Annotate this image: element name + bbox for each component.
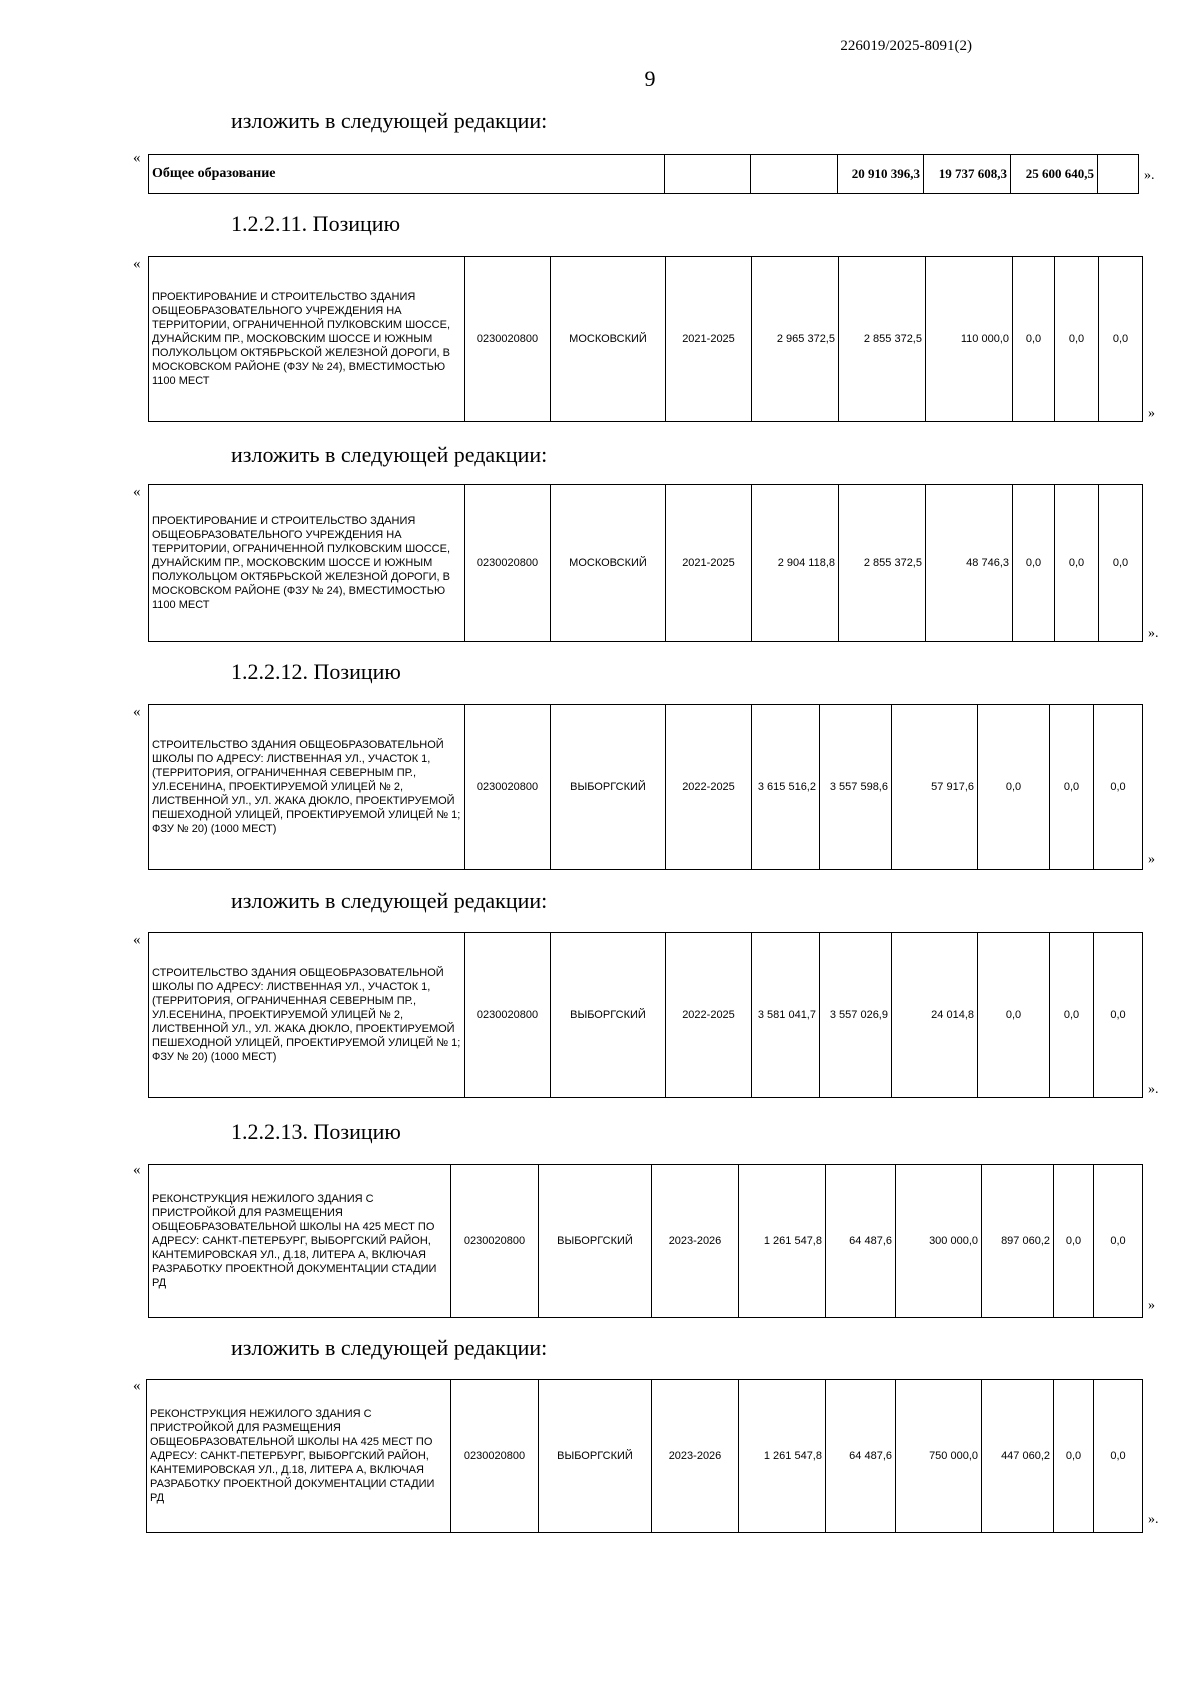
- position-year-4: 0,0: [1094, 1380, 1143, 1533]
- position-year-3: 0,0: [1054, 1165, 1094, 1318]
- position-district: МОСКОВСКИЙ: [551, 257, 666, 422]
- position-name: СТРОИТЕЛЬСТВО ЗДАНИЯ ОБЩЕОБРАЗОВАТЕЛЬНОЙ ШКОЛЫ ПО АДРЕСУ: ЛИСТВЕННАЯ УЛ., УЧАСТОК 1, (ТЕРРИТОРИЯ, ОГРАНИЧЕННАЯ СЕВЕРНЫМ ПР., УЛ.ЕСЕНИНА, ПРОЕКТИРУЕМОЙ УЛИЦЕЙ № 2, ЛИСТВЕННОЙ УЛ., УЛ. ЖАКА ДЮКЛО, ПРОЕКТИРУЕМОЙ ПЕШЕХОДНОЙ УЛИЦЕЙ, ПРОЕКТИРУЕМОЙ УЛИЦЕЙ № 1; ФЗУ № 20) (1000 МЕСТ): [149, 705, 465, 870]
- position-year-1: 24 014,8: [892, 933, 978, 1098]
- position-year-1: 57 917,6: [892, 705, 978, 870]
- position-code: 0230020800: [465, 257, 551, 422]
- section-heading: 1.2.2.11. Позицию: [231, 211, 401, 236]
- position-year-1: 110 000,0: [926, 257, 1013, 422]
- position-year-4: 0,0: [1094, 1165, 1143, 1318]
- open-quote: «: [133, 256, 141, 272]
- position-spent: 2 855 372,5: [839, 257, 926, 422]
- position-district: ВЫБОРГСКИЙ: [551, 933, 666, 1098]
- close-quote: ».: [1148, 1082, 1159, 1097]
- position-total: 2 965 372,5: [752, 257, 839, 422]
- position-name: СТРОИТЕЛЬСТВО ЗДАНИЯ ОБЩЕОБРАЗОВАТЕЛЬНОЙ ШКОЛЫ ПО АДРЕСУ: ЛИСТВЕННАЯ УЛ., УЧАСТОК 1, (ТЕРРИТОРИЯ, ОГРАНИЧЕННАЯ СЕВЕРНЫМ ПР., УЛ.ЕСЕНИНА, ПРОЕКТИРУЕМОЙ УЛИЦЕЙ № 2, ЛИСТВЕННОЙ УЛ., УЛ. ЖАКА ДЮКЛО, ПРОЕКТИРУЕМОЙ ПЕШЕХОДНОЙ УЛИЦЕЙ, ПРОЕКТИРУЕМОЙ УЛИЦЕЙ № 1; ФЗУ № 20) (1000 МЕСТ): [149, 933, 465, 1098]
- intro-heading: изложить в следующей редакции:: [231, 108, 548, 133]
- position-total: 3 615 516,2: [752, 705, 820, 870]
- close-quote: ».: [1144, 168, 1155, 183]
- position-spent: 64 487,6: [826, 1380, 896, 1533]
- position-district: МОСКОВСКИЙ: [551, 485, 666, 642]
- open-quote: «: [133, 150, 141, 166]
- summary-cell: [1098, 155, 1139, 194]
- position-years: 2022-2025: [666, 933, 752, 1098]
- summary-value: 25 600 640,5: [1011, 155, 1098, 194]
- position-total: 3 581 041,7: [752, 933, 820, 1098]
- position-code: 0230020800: [465, 933, 551, 1098]
- summary-table: [148, 154, 1139, 194]
- position-code: 0230020800: [465, 485, 551, 642]
- position-code: 0230020800: [451, 1380, 539, 1533]
- position-spent: 2 855 372,5: [839, 485, 926, 642]
- close-quote: ».: [1148, 626, 1159, 641]
- summary-value: 20 910 396,3: [838, 155, 924, 194]
- position-years: 2023-2026: [652, 1380, 739, 1533]
- page-number: 9: [644, 66, 656, 91]
- position-name: ПРОЕКТИРОВАНИЕ И СТРОИТЕЛЬСТВО ЗДАНИЯ ОБЩЕОБРАЗОВАТЕЛЬНОГО УЧРЕЖДЕНИЯ НА ТЕРРИТОРИИ, ОГРАНИЧЕННОЙ ПУЛКОВСКИМ ШОССЕ, ДУНАЙСКИМ ПР., МОСКОВСКИМ ШОССЕ И ЮЖНЫМ ПОЛУКОЛЬЦОМ ОКТЯБРЬСКОЙ ЖЕЛЕЗНОЙ ДОРОГИ, В МОСКОВСКОМ РАЙОНЕ (ФЗУ № 24), ВМЕСТИМОСТЬЮ 1100 МЕСТ: [149, 485, 465, 642]
- position-year-3: 0,0: [1050, 705, 1094, 870]
- position-years: 2023-2026: [652, 1165, 739, 1318]
- position-name: ПРОЕКТИРОВАНИЕ И СТРОИТЕЛЬСТВО ЗДАНИЯ ОБЩЕОБРАЗОВАТЕЛЬНОГО УЧРЕЖДЕНИЯ НА ТЕРРИТОРИИ, ОГРАНИЧЕННОЙ ПУЛКОВСКИМ ШОССЕ, ДУНАЙСКИМ ПР., МОСКОВСКИМ ШОССЕ И ЮЖНЫМ ПОЛУКОЛЬЦОМ ОКТЯБРЬСКОЙ ЖЕЛЕЗНОЙ ДОРОГИ, В МОСКОВСКОМ РАЙОНЕ (ФЗУ № 24), ВМЕСТИМОСТЬЮ 1100 МЕСТ: [149, 257, 465, 422]
- close-quote: »: [1148, 1298, 1155, 1313]
- position-years: 2021-2025: [666, 257, 752, 422]
- position-year-3: 0,0: [1055, 257, 1099, 422]
- open-quote: «: [133, 484, 141, 500]
- position-district: ВЫБОРГСКИЙ: [539, 1380, 652, 1533]
- position-year-3: 0,0: [1050, 933, 1094, 1098]
- summary-row: [149, 155, 1139, 194]
- position-name: РЕКОНСТРУКЦИЯ НЕЖИЛОГО ЗДАНИЯ С ПРИСТРОЙКОЙ ДЛЯ РАЗМЕЩЕНИЯ ОБЩЕОБРАЗОВАТЕЛЬНОЙ ШКОЛЫ НА 425 МЕСТ ПО АДРЕСУ: САНКТ-ПЕТЕРБУРГ, ВЫБОРГСКИЙ РАЙОН, КАНТЕМИРОВСКАЯ УЛ., Д.18, ЛИТЕРА А, ВКЛЮЧАЯ РАЗРАБОТКУ ПРОЕКТНОЙ ДОКУМЕНТАЦИИ СТАДИИ РД: [149, 1165, 451, 1318]
- position-year-2: 0,0: [978, 705, 1050, 870]
- open-quote: «: [133, 1162, 141, 1178]
- position-district: ВЫБОРГСКИЙ: [539, 1165, 652, 1318]
- open-quote: «: [133, 1378, 141, 1394]
- document-id: 226019/2025-8091(2): [840, 38, 972, 54]
- position-year-2: 447 060,2: [982, 1380, 1054, 1533]
- summary-name: Общее образование: [149, 155, 665, 194]
- position-name: РЕКОНСТРУКЦИЯ НЕЖИЛОГО ЗДАНИЯ С ПРИСТРОЙКОЙ ДЛЯ РАЗМЕЩЕНИЯ ОБЩЕОБРАЗОВАТЕЛЬНОЙ ШКОЛЫ НА 425 МЕСТ ПО АДРЕСУ: САНКТ-ПЕТЕРБУРГ, ВЫБОРГСКИЙ РАЙОН, КАНТЕМИРОВСКАЯ УЛ., Д.18, ЛИТЕРА А, ВКЛЮЧАЯ РАЗРАБОТКУ ПРОЕКТНОЙ ДОКУМЕНТАЦИИ СТАДИИ РД: [147, 1380, 451, 1533]
- position-year-1: 48 746,3: [926, 485, 1013, 642]
- position-code: 0230020800: [451, 1165, 539, 1318]
- position-year-2: 0,0: [978, 933, 1050, 1098]
- position-year-3: 0,0: [1054, 1380, 1094, 1533]
- position-total: 2 904 118,8: [752, 485, 839, 642]
- position-spent: 64 487,6: [826, 1165, 896, 1318]
- summary-cell: [751, 155, 838, 194]
- position-district: ВЫБОРГСКИЙ: [551, 705, 666, 870]
- position-year-1: 300 000,0: [896, 1165, 982, 1318]
- position-total: 1 261 547,8: [739, 1165, 826, 1318]
- position-row-new: [148, 932, 1143, 1098]
- open-quote: «: [133, 932, 141, 948]
- replace-heading: изложить в следующей редакции:: [231, 888, 548, 913]
- position-year-1: 750 000,0: [896, 1380, 982, 1533]
- open-quote: «: [133, 704, 141, 720]
- position-year-4: 0,0: [1099, 257, 1143, 422]
- position-years: 2021-2025: [666, 485, 752, 642]
- position-row-old: [148, 704, 1143, 870]
- position-year-2: 0,0: [1013, 485, 1055, 642]
- position-year-2: 897 060,2: [982, 1165, 1054, 1318]
- close-quote: ».: [1148, 1512, 1159, 1527]
- summary-cell: [665, 155, 751, 194]
- position-total: 1 261 547,8: [739, 1380, 826, 1533]
- summary-value: 19 737 608,3: [924, 155, 1011, 194]
- position-year-4: 0,0: [1099, 485, 1143, 642]
- position-spent: 3 557 026,9: [820, 933, 892, 1098]
- close-quote: »: [1148, 406, 1155, 421]
- position-code: 0230020800: [465, 705, 551, 870]
- position-year-4: 0,0: [1094, 705, 1143, 870]
- position-year-3: 0,0: [1055, 485, 1099, 642]
- position-year-4: 0,0: [1094, 933, 1143, 1098]
- position-row-new: [146, 1379, 1143, 1533]
- section-heading: 1.2.2.13. Позицию: [231, 1119, 401, 1144]
- position-row-new: [148, 484, 1143, 642]
- position-spent: 3 557 598,6: [820, 705, 892, 870]
- close-quote: »: [1148, 852, 1155, 867]
- replace-heading: изложить в следующей редакции:: [231, 1335, 548, 1360]
- position-row-old: [148, 256, 1143, 422]
- replace-heading: изложить в следующей редакции:: [231, 442, 548, 467]
- position-years: 2022-2025: [666, 705, 752, 870]
- section-heading: 1.2.2.12. Позицию: [231, 659, 401, 684]
- position-row-old: [148, 1164, 1143, 1318]
- position-year-2: 0,0: [1013, 257, 1055, 422]
